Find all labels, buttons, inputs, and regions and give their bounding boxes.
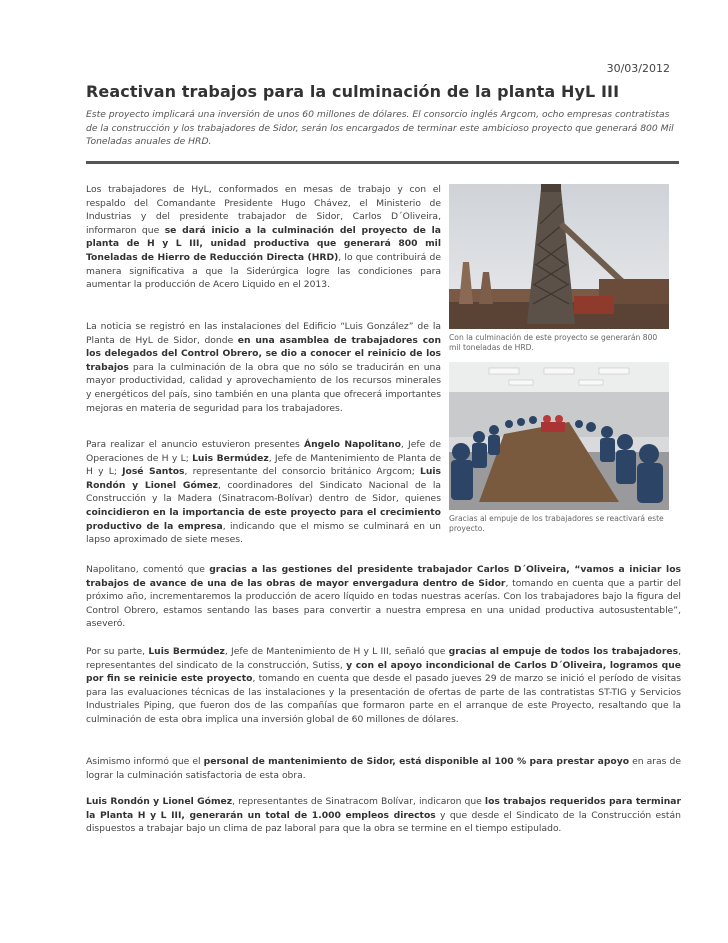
article-lead: Este proyecto implicará una inversión de unos 60 millones de dólares. El consorcio inglés Argcom, ocho empresas contratistas de la construcción y los trabajadores de Sidor, serán los encargados de terminar este ambicioso proyecto que generará 800 Mil Toneladas anuales de HRD. [86,109,674,147]
paragraph-6: Asimismo informó que el personal de mantenimiento de Sidor, está disponible al 100 % para prestar apoyo en aras de lograr la culminación satisfactoria de esta obra. [86,756,681,781]
plant-photo-image [449,184,669,329]
article-date: 30/03/2012 [606,62,670,75]
paragraph-2: La noticia se registró en las instalaciones del Edificio “Luis González” de la Planta de HyL de Sidor, donde en una asamblea de trabajadores con los delegados del Control Obrero, se dio a conocer el reinicio de los trabajos para la culminación de la obra que no sólo se traducirán en una mayor productividad, calidad y aprovechamiento de los recursos minerales y energéticos del país, sino también en una planta que ofrecerá importantes mejoras en materia de seguridad para los trabajadores. [86,321,441,414]
meeting-photo-caption: Gracias al empuje de los trabajadores se reactivará este proyecto. [449,514,664,533]
paragraph-3: Para realizar el anuncio estuvieron presentes Ángelo Napolitano, Jefe de Operaciones de H y L; Luis Bermúdez, Jefe de Mantenimiento de Planta de H y L; José Santos, representante del consorcio británico Argcom; Luis Rondón y Lionel Gómez, coordinadores del Sindicato Nacional de la Construcción y la Madera (Sinatracom-Bolívar) dentro de Sidor, quienes coincidieron en la importancia de este proyecto para el crecimiento productivo de la empresa, indicando que el mismo se culminará en un lapso aproximado de siete meses. [86,439,442,546]
plant-photo-caption: Con la culminación de este proyecto se generarán 800 mil toneladas de HRD. [449,333,658,352]
paragraph-1: Los trabajadores de HyL, conformados en mesas de trabajo y con el respaldo del Comandante Presidente Hugo Chávez, el Ministerio de Industrias y del presidente trabajador de Sidor, Carlos D´Oliveira, informaron que se dará inicio a la culminación del proyecto de la planta de H y L III, unidad productiva que generará 800 mil Toneladas de Hierro de Reducción Directa (HRD), lo que contribuirá de manera significativa a que la Siderúrgica logre las condiciones para aumentar la producción de Acero Liquido en el 2013. [86,184,441,291]
meeting-photo [449,362,669,510]
paragraph-7: Luis Rondón y Lionel Gómez, representantes de Sinatracom Bolívar, indicaron que los trabajos requeridos para terminar la Planta H y L III, generarán un total de 1.000 empleos directos y que desde el Sindicato de la Construcción están dispuestos a trabajar bajo un clima de paz laboral para que la obra se termine en el tiempo estipulado. [86,796,681,835]
article-title: Reactivan trabajos para la culminación de la planta HyL III [86,82,620,101]
paragraph-5: Por su parte, Luis Bermúdez, Jefe de Mantenimiento de H y L III, señaló que gracias al empuje de todos los trabajadores, representantes del sindicato de la construcción, Sutiss, y con el apoyo incondicional de Carlos D´Oliveira, logramos que por fin se reinicie este proyecto, tomando en cuenta que desde el pasado jueves 29 de marzo se inició el período de visitas para las evaluaciones técnicas de las instalaciones y la presentación de ofertas de parte de las contratistas ST-TIG y Servicios Industriales Piping, que fueron dos de las compañías que formaron parte en el arranque de este Proyecto, resaltando que la culminación de esta obra implica una inversión global de 60 millones de dólares. [86,646,681,725]
plant-photo [449,184,669,329]
title-divider [86,161,679,164]
meeting-photo-image [449,362,669,510]
paragraph-4: Napolitano, comentó que gracias a las gestiones del presidente trabajador Carlos D´Oliveira, “vamos a iniciar los trabajos de avance de una de las obras de mayor envergadura dentro de Sidor, tomando en cuenta que a partir del próximo año, incrementaremos la producción de acero líquido en todas nuestras acerías. Con los trabajadores bajo la figura del Control Obrero, estamos sentando las bases para convertir a nuestra empresa en una unidad productiva autosustentable”, aseveró. [86,564,681,630]
